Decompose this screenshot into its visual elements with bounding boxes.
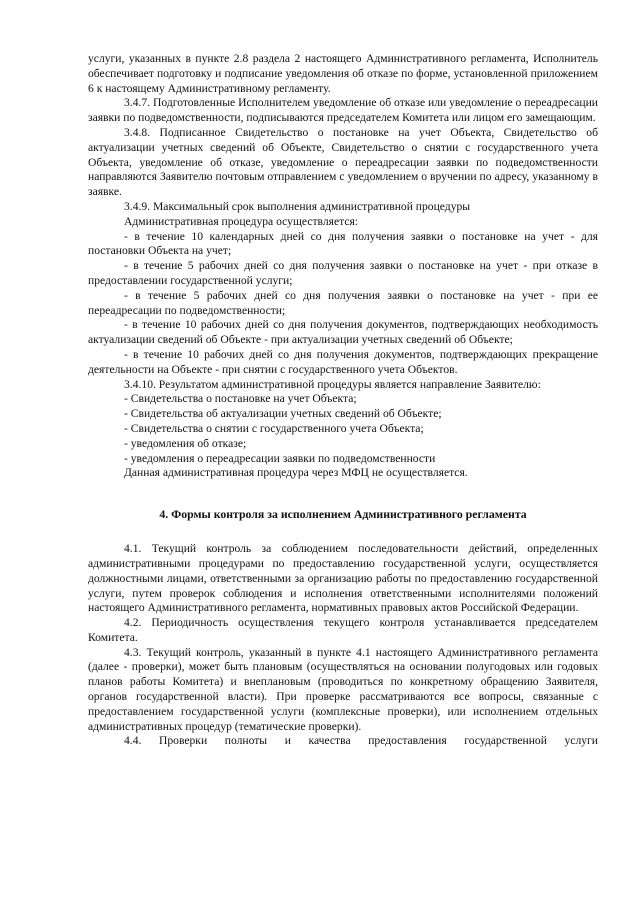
list-item: - Свидетельства о снятии с государственного учета Объекта; [124,421,424,435]
paragraph-4-3: 4.3. Текущий контроль, указанный в пункте 4.1 настоящего Административного регламента (далее - проверки), может быть плановым (осуществляться на основании полугодовых или годовых планов работы Комитета) и внеплановым (проводиться по конкретному обращению Заявителя, органов государственной власти). При проверке рассматриваются все вопросы, связанные с предоставлением государственной услуги (комплексные проверки), или исполнением отдельных административных процедур (тематические проверки). [88,645,598,733]
paragraph-continuation: услуги, указанных в пункте 2.8 раздела 2 настоящего Административного регламента, Исполнитель обеспечивает подготовку и подписание уведомления об отказе по форме, установленной приложением 6 к настоящему Административному регламенту. [88,52,598,95]
list-item: - в течение 10 календарных дней со дня получения заявки о постановке на учет - для постановки Объекта на учет; [88,229,598,258]
list-item: - уведомления об отказе; [124,436,247,450]
paragraph-4-1: 4.1. Текущий контроль за соблюдением последовательности действий, определенных административными процедурами по предоставлению государственной услуги, осуществляется должностными лицами, ответственными за организацию работы по предоставлению государственной услуги, путем проверок соблюдения и исполнения ответственными исполнителями положений настоящего Административного регламента, нормативных правовых актов Российской Федерации. [88,542,598,615]
section-spacer [88,481,598,507]
section-spacer [88,522,598,542]
paragraph-3-4-9: 3.4.9. Максимальный срок выполнения административной процедуры [124,199,471,213]
paragraph-4-4: 4.4. Проверки полноты и качества предоставления государственной услуги [124,734,598,748]
list-item: - в течение 5 рабочих дней со дня получения заявки о постановке на учет - при отказе в предоставлении государственной услуги; [88,259,598,287]
list-item: - в течение 10 рабочих дней со дня получения документов, подтверждающих прекращение деятельности на Объекте - при снятии с государственного учета Объектов. [88,347,598,376]
paragraph-3-4-7: 3.4.7. Подготовленные Исполнителем уведомление об отказе или уведомление о переадресации заявки по подведомственности, подписываются председателем Комитета или лицом его замещающим. [88,96,598,125]
mfc-note: Данная административная процедура через МФЦ не осуществляется. [124,466,468,480]
list-item: - уведомления о переадресации заявки по подведомственности [124,451,436,465]
procedure-intro: Административная процедура осуществляется: [124,214,359,228]
list-item: - в течение 5 рабочих дней со дня получения заявки о постановке на учет - при ее переадресации по подведомственности; [88,288,598,317]
list-item: - в течение 10 рабочих дней со дня получения документов, подтверждающих необходимость актуализации сведений об Объекте - при актуализации учетных сведений об Объекте; [88,318,598,347]
paragraph-4-2: 4.2. Периодичность осуществления текущего контроля устанавливается председателем Комитета. [88,616,598,644]
section-4-heading: 4. Формы контроля за исполнением Административного регламента [159,507,527,522]
list-item: - Свидетельства о постановке на учет Объекта; [124,392,357,406]
document-body [88,52,598,749]
paragraph-3-4-10: 3.4.10. Результатом административной процедуры является направление Заявителю: [124,377,541,391]
paragraph-3-4-8: 3.4.8. Подписанное Свидетельство о постановке на учет Объекта, Свидетельство об актуализации учетных сведений об Объекте, Свидетельство о снятии с государственного учета Объекта, уведомление об отказе, уведомление о переадресации заявки по подведомственности направляются Заявителю почтовым отправлением с уведомлением о вручении по адресу, указанному в заявке. [88,125,598,199]
list-item: - Свидетельства об актуализации учетных сведений об Объекте; [124,407,442,421]
